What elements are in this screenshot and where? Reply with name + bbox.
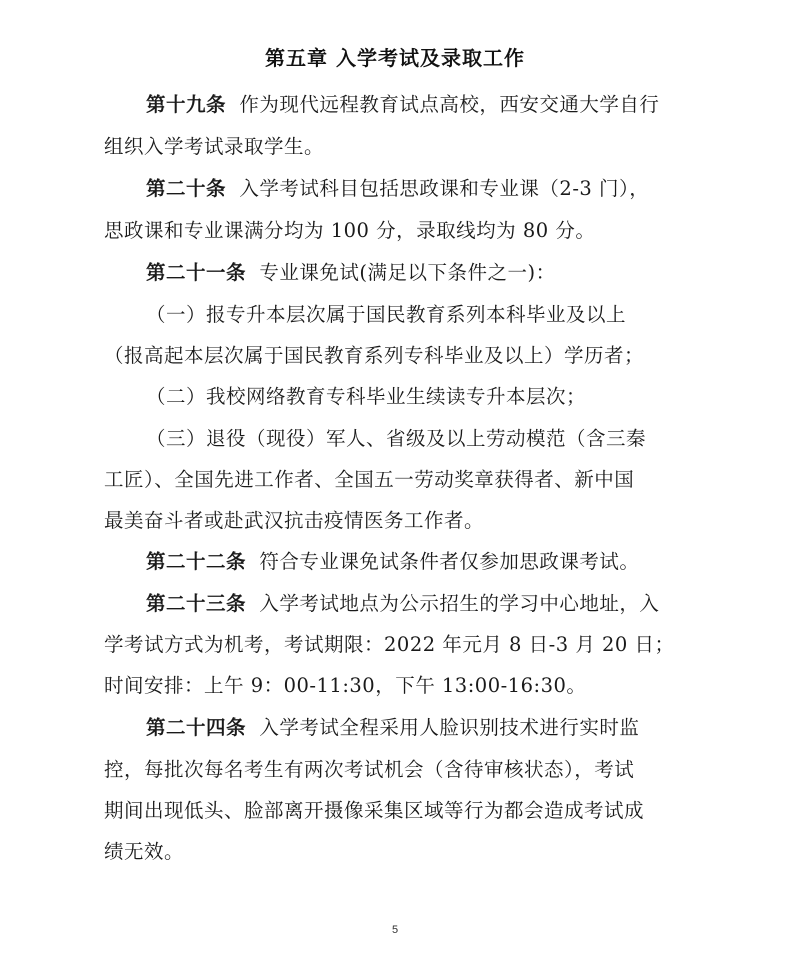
article-22-line-1	[146, 547, 746, 577]
article-19-label: 第十九条	[146, 93, 227, 116]
page-number: 5	[391, 924, 399, 936]
article-22-text: 符合专业课免试条件者仅参加思政课考试。	[259, 550, 640, 573]
article-24-line-3: 期间出现低头、脸部离开摄像采集区域等行为都会造成考试成	[104, 799, 645, 822]
article-23-line-1	[146, 589, 746, 619]
item-3-line-3: 最美奋斗者或赴武汉抗击疫情医务工作者。	[104, 509, 485, 532]
item-1-line-2: （报高起本层次属于国民教育系列专科毕业及以上）学历者；	[104, 344, 645, 367]
article-23-label: 第二十三条	[146, 592, 247, 615]
article-19-text: 作为现代远程教育试点高校，西安交通大学自行	[239, 93, 660, 116]
article-21-label: 第二十一条	[146, 261, 247, 284]
item-3-line-2: 工匠）、全国先进工作者、全国五一劳动奖章获得者、新中国	[104, 468, 635, 491]
item-3-line-1: （三）退役（现役）军人、省级及以上劳动模范（含三秦	[146, 427, 647, 450]
article-19-line-2: 组织入学考试录取学生。	[104, 135, 325, 158]
article-20-text: 入学考试科目包括思政课和专业课（2-3 门），	[239, 177, 650, 200]
article-22-label: 第二十二条	[146, 550, 247, 573]
article-20-line-2: 思政课和专业课满分均为 100 分，录取线均为 80 分。	[104, 219, 596, 242]
item-1-line-1: （一）报专升本层次属于国民教育系列本科毕业及以上	[146, 303, 627, 326]
article-24-line-1	[146, 713, 746, 743]
article-24-line-2: 控，每批次每名考生有两次考试机会（含待审核状态），考试	[104, 758, 635, 781]
chapter-title: 第五章 入学考试及录取工作	[265, 46, 525, 70]
article-23-line-2: 学考试方式为机考，考试期限：2022 年元月 8 日-3 月 20 日；	[104, 633, 675, 656]
item-2-line-1: （二）我校网络教育专科毕业生续读专升本层次；	[146, 385, 587, 408]
article-24-line-4: 绩无效。	[104, 840, 185, 863]
article-23-line-3: 时间安排：上午 9：00-11:30，下午 13:00-16:30。	[104, 674, 587, 697]
article-24-label: 第二十四条	[146, 716, 247, 739]
article-21-text: 专业课免试(满足以下条件之一)：	[259, 261, 556, 284]
article-20-line-1	[146, 174, 746, 204]
article-21-line-1	[146, 258, 746, 288]
article-23-text: 入学考试地点为公示招生的学习中心地址，入	[259, 592, 660, 615]
article-19-line-1	[146, 90, 746, 120]
article-24-text: 入学考试全程采用人脸识别技术进行实时监	[259, 716, 640, 739]
article-20-label: 第二十条	[146, 177, 227, 200]
